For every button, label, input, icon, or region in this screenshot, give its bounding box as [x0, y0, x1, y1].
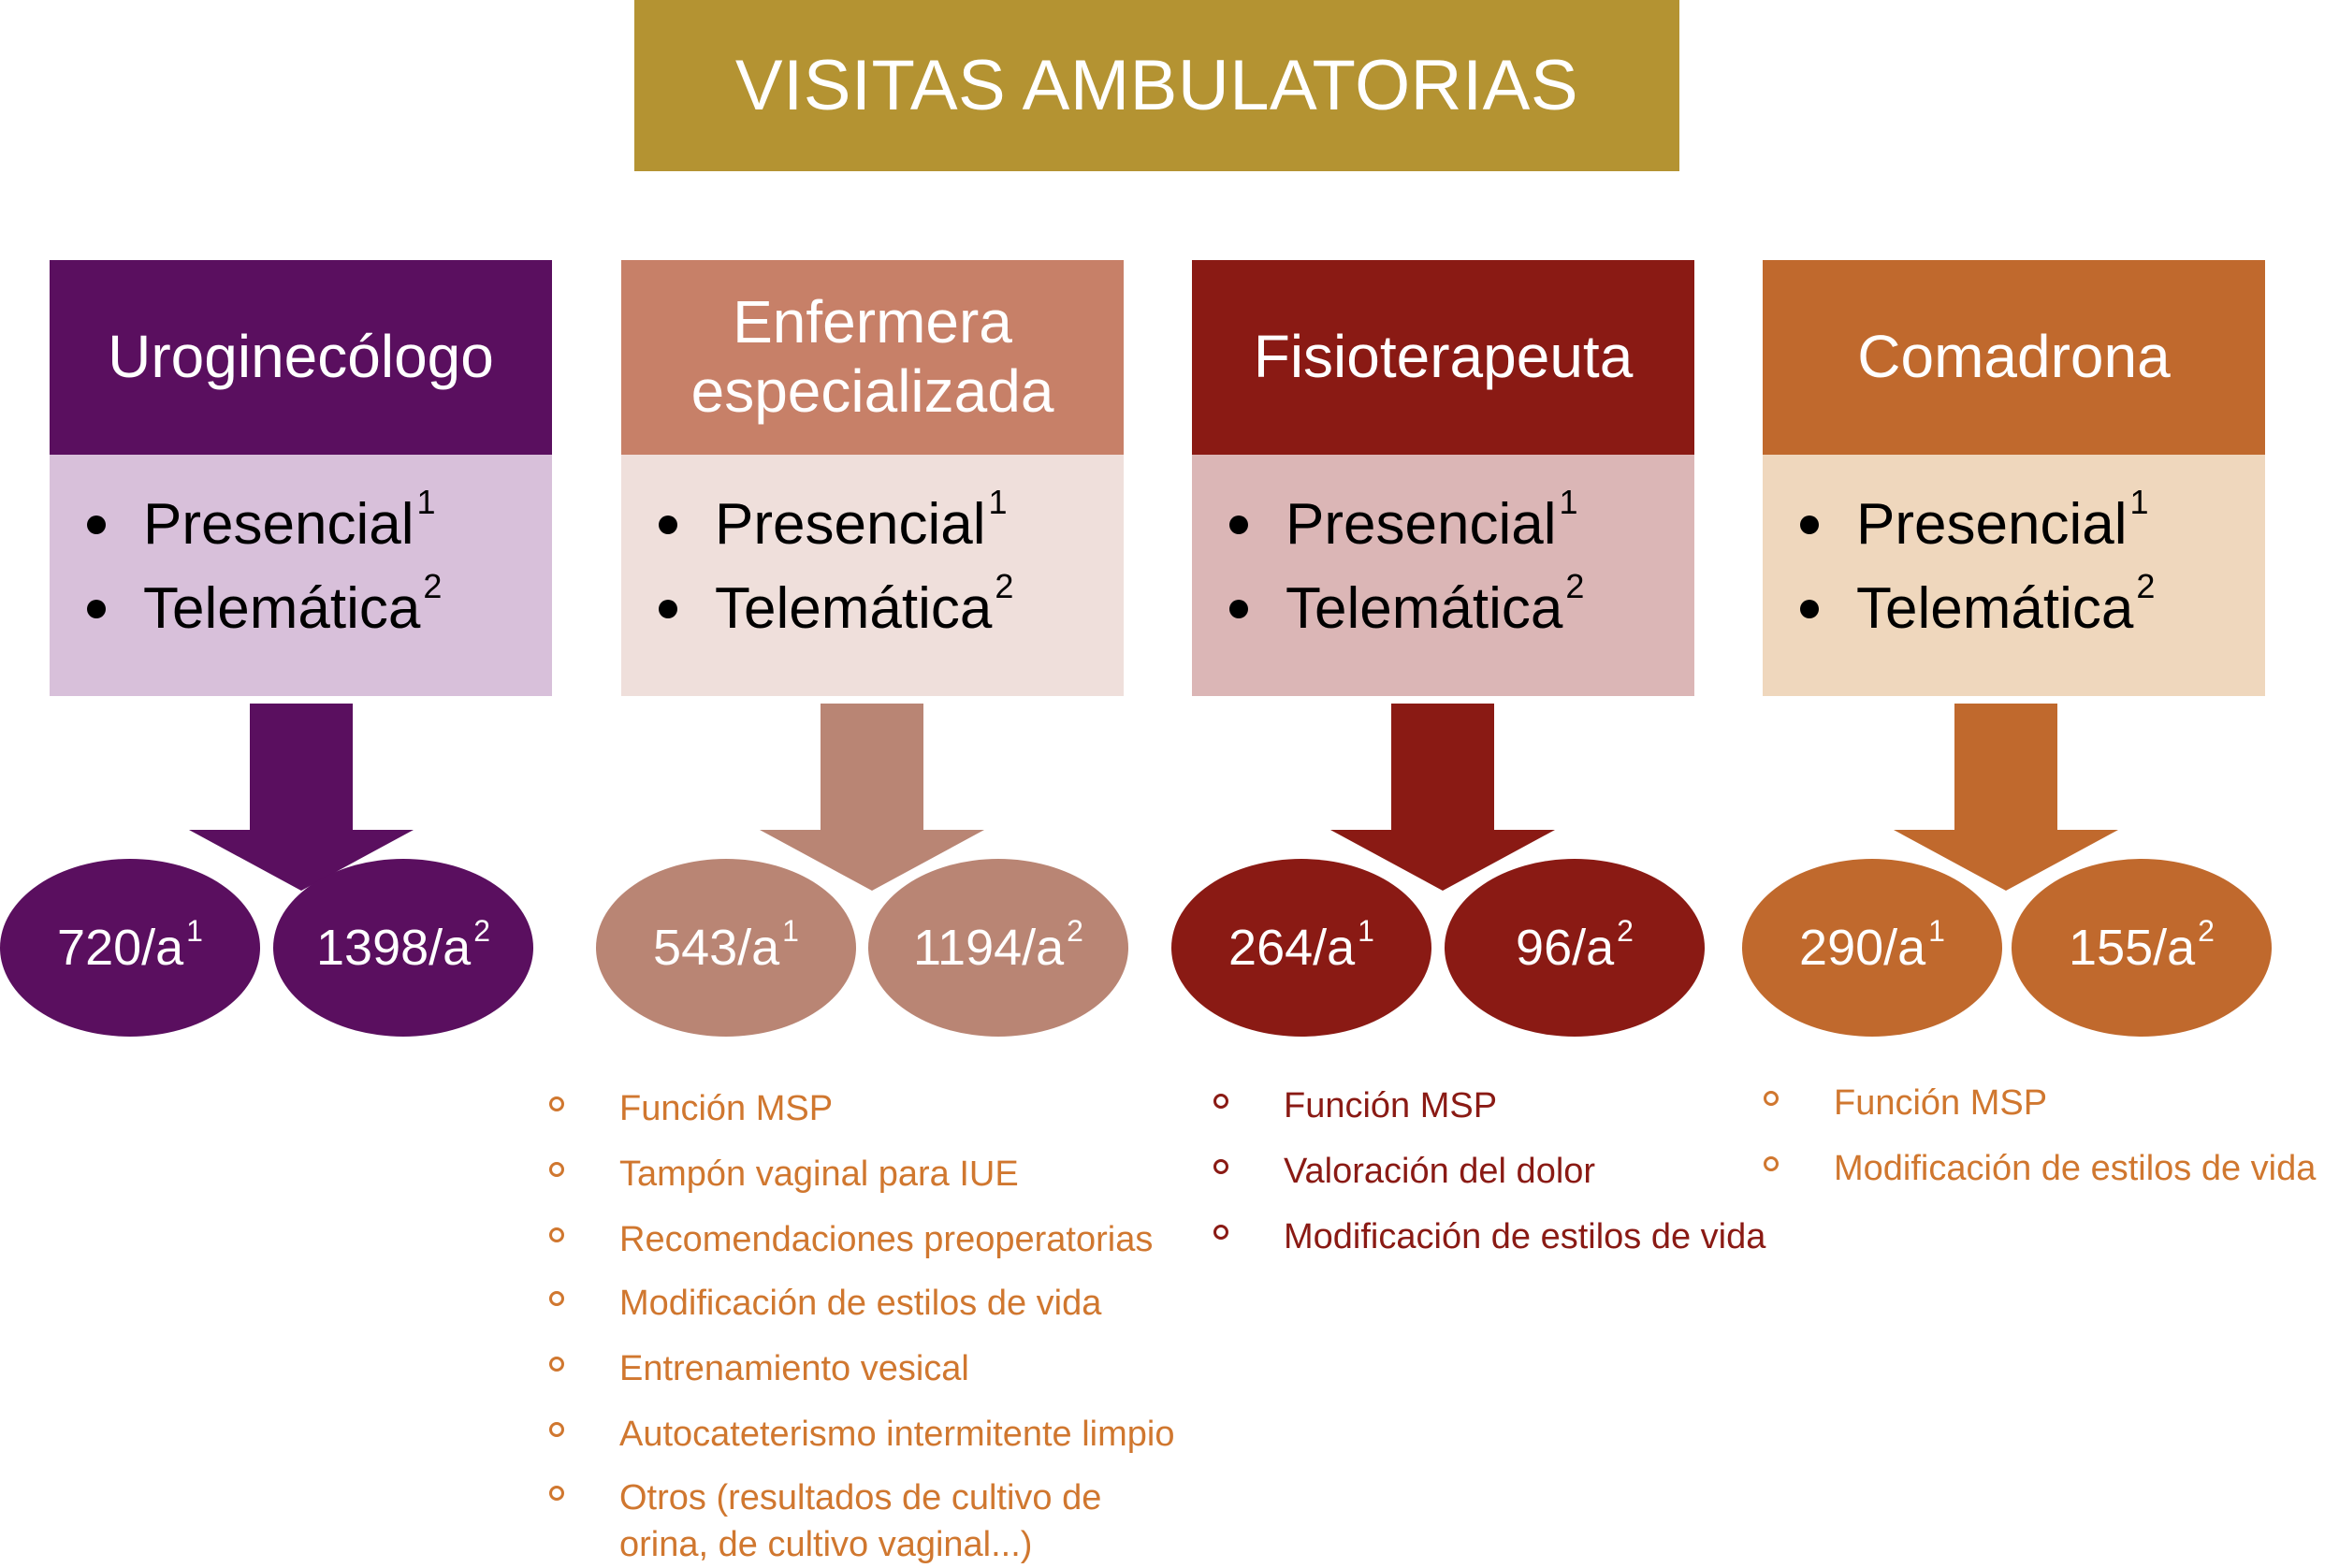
header-comadrona-label: Comadrona: [1857, 323, 2171, 391]
list-item: Función MSP: [619, 1085, 1256, 1151]
item-telematica: Telemática 2: [1220, 567, 1694, 651]
bullet-icon: [1800, 600, 1819, 618]
list-item: Modificación de estilos de vida: [619, 1280, 1256, 1345]
list-item: Valoración del dolor: [1284, 1148, 1864, 1213]
title-text: VISITAS AMBULATORIAS: [734, 46, 1579, 125]
bullet-icon: [87, 515, 106, 534]
down-arrow-icon: [1330, 704, 1555, 891]
body-comadrona: [1763, 455, 2265, 696]
bullet-icon: [87, 600, 106, 618]
circle-bullet-icon: [549, 1162, 564, 1177]
body-fisioterapeuta: [1192, 455, 1694, 696]
header-uroginecologo-label: Uroginecólogo: [108, 323, 494, 391]
item-presencial: Presencial 1: [1220, 483, 1694, 567]
bullet-icon: [1800, 515, 1819, 534]
item-telematica: Telemática 2: [1791, 567, 2265, 651]
circle-bullet-icon: [549, 1357, 564, 1372]
circle-bullet-icon: [1213, 1225, 1228, 1240]
title-banner: [634, 0, 1679, 171]
bullet-icon: [659, 515, 677, 534]
header-enfermera-label: Enfermera especializada: [690, 288, 1054, 425]
item-presencial: Presencial 1: [649, 483, 1124, 567]
body-enfermera: [621, 455, 1124, 696]
list-item: Función MSP: [1834, 1080, 2337, 1145]
list-item: Autocateterismo intermitente limpio: [619, 1411, 1256, 1474]
ellipse-presencial-uroginecologo: 720/a 1: [0, 859, 260, 1037]
ellipse-telematica-enfermera: 1194/a 2: [868, 859, 1128, 1037]
item-telematica: Telemática 2: [78, 567, 552, 651]
circle-bullet-icon: [549, 1422, 564, 1437]
list-item: Modificación de estilos de vida: [1284, 1213, 1864, 1279]
circle-bullet-icon: [549, 1227, 564, 1242]
item-presencial: Presencial 1: [78, 483, 552, 567]
circle-bullet-icon: [549, 1096, 564, 1111]
list-comadrona: [1834, 1080, 2337, 1211]
header-enfermera: [621, 260, 1124, 455]
header-uroginecologo: [50, 260, 552, 455]
ellipse-telematica-comadrona: 155/a 2: [2012, 859, 2272, 1037]
list-item: Modificación de estilos de vida: [1834, 1145, 2337, 1211]
circle-bullet-icon: [549, 1291, 564, 1306]
circle-bullet-icon: [1764, 1091, 1779, 1106]
circle-bullet-icon: [1213, 1159, 1228, 1174]
ellipse-presencial-enfermera: 543/a 1: [596, 859, 856, 1037]
item-telematica: Telemática 2: [649, 567, 1124, 651]
list-fisioterapeuta: [1284, 1082, 1864, 1279]
list-item: Otros (resultados de cultivo de orina, de cultivo vaginal...): [619, 1474, 1143, 1568]
ellipse-presencial-fisioterapeuta: 264/a 1: [1171, 859, 1431, 1037]
bullet-icon: [659, 600, 677, 618]
list-item: Función MSP: [1284, 1082, 1864, 1148]
ellipse-telematica-uroginecologo: 1398/a 2: [273, 859, 533, 1037]
ellipse-presencial-comadrona: 290/a 1: [1742, 859, 2002, 1037]
circle-bullet-icon: [1764, 1156, 1779, 1171]
ellipse-telematica-fisioterapeuta: 96/a 2: [1445, 859, 1705, 1037]
down-arrow-icon: [1894, 704, 2118, 891]
item-presencial: Presencial 1: [1791, 483, 2265, 567]
list-enfermera: [619, 1085, 1256, 1568]
header-fisioterapeuta: [1192, 260, 1694, 455]
circle-bullet-icon: [1213, 1094, 1228, 1109]
list-item: Entrenamiento vesical: [619, 1345, 1256, 1411]
circle-bullet-icon: [549, 1486, 564, 1501]
body-uroginecologo: [50, 455, 552, 696]
list-item: Recomendaciones preoperatorias: [619, 1216, 1256, 1280]
list-item: Tampón vaginal para IUE: [619, 1151, 1256, 1216]
bullet-icon: [1229, 600, 1248, 618]
down-arrow-icon: [760, 704, 984, 891]
bullet-icon: [1229, 515, 1248, 534]
header-comadrona: [1763, 260, 2265, 455]
header-fisioterapeuta-label: Fisioterapeuta: [1253, 323, 1634, 391]
